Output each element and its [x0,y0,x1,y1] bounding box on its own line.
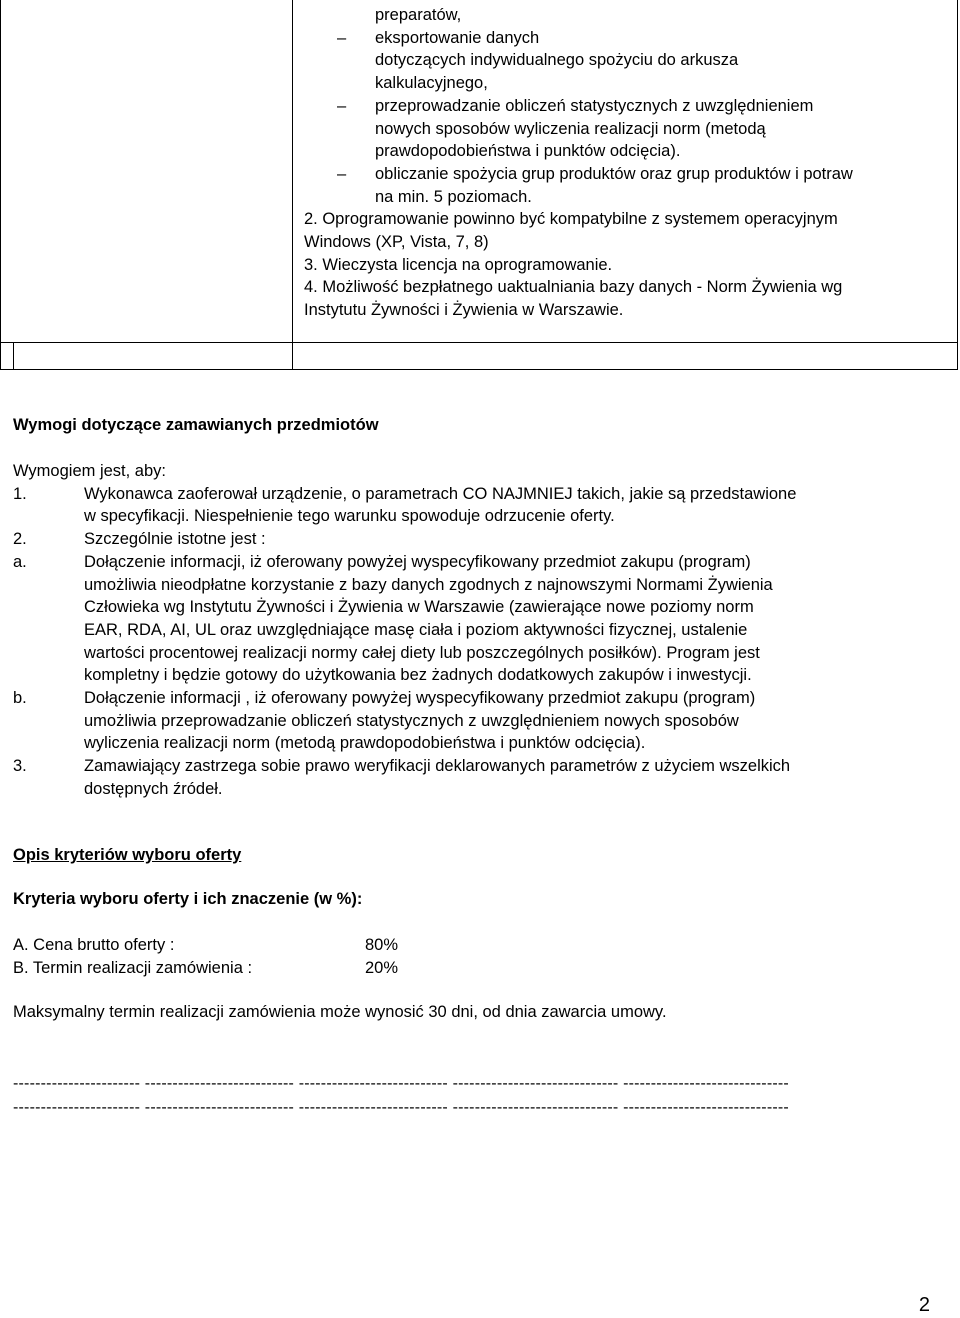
table-column-divider-left [13,343,14,370]
list-item-line: Wykonawca zaoferował urządzenie, o parametrach CO NAJMNIEJ takich, jakie są przedstawione [84,484,797,503]
criteria-label: A. Cena brutto oferty : [13,936,175,954]
list-item-line: EAR, RDA, AI, UL oraz uwzględniające masę ciała i poziom aktywności fizycznej, ustalenie [84,620,748,639]
list-item-line: eksportowanie danych [375,28,540,47]
list-item-line: umożliwia nieodpłatne korzystanie z bazy danych zgodnych z najnowszymi Normami Żywienia [84,575,773,594]
criteria-row [13,957,933,980]
list-item-line: nowych sposobów wyliczenia realizacji norm (metodą [375,119,766,138]
requirements-intro: Wymogiem jest, aby: [13,462,166,480]
spec-cell-content [304,4,948,322]
requirements-list [13,483,933,801]
spec-point-3: 3. Wieczysta licencja na oprogramowanie. [304,255,613,274]
list-item-line: na min. 5 poziomach. [375,187,532,206]
list-item-line: kompletny i będzie gotowy do użytkowania bez żadnych dodatkowych zakupów i inwestycji. [84,666,752,685]
dash-bullet-icon: – [337,28,347,47]
spec-dash-list [304,27,948,50]
list-item-line: w specyfikacji. Niespełnienie tego warunku spowoduje odrzucenie oferty. [84,507,615,526]
signature-dash-line: ----------------------- --------------------------- --------------------------- ------------------------------ ------------------------------ [13,1099,789,1116]
list-marker: a. [13,552,27,571]
spec-first-line: preparatów, [375,6,462,24]
criteria-table [13,934,933,979]
spec-point-2: 2. Oprogramowanie powinno być kompatybilne z systemem operacyjnym [304,210,838,229]
list-item-line: Człowieka wg Instytutu Żywności i Żywienia w Warszawie (zawierające nowe poziomy norm [84,598,754,617]
criteria-subsection [13,888,933,911]
list-item-line: Zamawiający zastrzega sobie prawo weryfikacji deklarowanych parametrów z użyciem wszelkich [84,757,791,776]
list-item-line: kalkulacyjnego, [375,74,488,93]
list-item [304,163,948,208]
list-item-line: Dołączenie informacji , iż oferowany powyżej wyspecyfikowany przedmiot zakupu (program) [84,689,756,708]
table-column-divider [292,0,293,370]
list-item [13,551,933,687]
criteria-value: 80% [365,936,399,954]
list-item-line: obliczanie spożycia grup produktów oraz grup produktów i potraw [375,164,853,183]
signature-dash-line: ----------------------- --------------------------- --------------------------- ------------------------------ ------------------------------ [13,1075,789,1092]
requirements-section [13,414,933,437]
criteria-heading: Opis kryteriów wyboru oferty [13,846,242,864]
list-item [13,483,933,528]
list-item-line: przeprowadzanie obliczeń statystycznych z uwzględnieniem [375,96,814,115]
list-item-line: wyliczenia realizacji norm (metodą prawdopodobieństwa i punktów odcięcia). [84,734,646,753]
list-item-line: prawdopodobieństwa i punktów odcięcia). [375,142,681,161]
list-marker: 3. [13,757,27,776]
list-item-line: dostępnych źródeł. [84,779,223,798]
list-item [13,687,933,755]
list-item-line: Dołączenie informacji, iż oferowany powyżej wyspecyfikowany przedmiot zakupu (program) [84,552,751,571]
list-item [304,27,948,50]
spec-dash-list [304,95,948,209]
list-item-line: wartości procentowej realizacji normy całej diety lub poszczególnych posiłków). Program jest [84,643,760,662]
criteria-label: B. Termin realizacji zamówienia : [13,958,253,977]
list-marker: 1. [13,484,27,503]
criteria-row [13,934,933,957]
max-term-text: Maksymalny termin realizacji zamówienia może wynosić 30 dni, od dnia zawarcia umowy. [13,1003,667,1021]
list-item-line: dotyczących indywidualnego spożyciu do arkusza [375,51,739,70]
criteria-section [13,844,933,867]
list-item-line: Szczególnie istotne jest : [84,530,266,549]
criteria-value: 20% [365,958,399,977]
dash-bullet-icon: – [337,164,347,183]
spec-table-empty-row [0,343,958,370]
list-item-line: umożliwia przeprowadzanie obliczeń statystycznych z uwzględnieniem nowych sposobów [84,711,739,730]
spec-point-4: 4. Możliwość bezpłatnego uaktualniania bazy danych - Norm Żywienia wg [304,278,843,297]
max-term-section [13,1001,933,1024]
requirements-title: Wymogi dotyczące zamawianych przedmiotów [13,416,379,434]
spec-point-2-cont: Windows (XP, Vista, 7, 8) [304,233,489,252]
list-marker: 2. [13,530,27,549]
list-marker: b. [13,689,27,708]
criteria-subheading: Kryteria wyboru oferty i ich znaczenie (w %): [13,890,363,908]
list-item [13,528,933,551]
spec-point-4-cont: Instytutu Żywności i Żywienia w Warszawie. [304,301,624,320]
list-item [13,755,933,800]
requirements-body [13,460,933,801]
list-item [304,95,948,163]
page-number: 2 [918,1294,930,1316]
dash-bullet-icon: – [337,96,347,115]
